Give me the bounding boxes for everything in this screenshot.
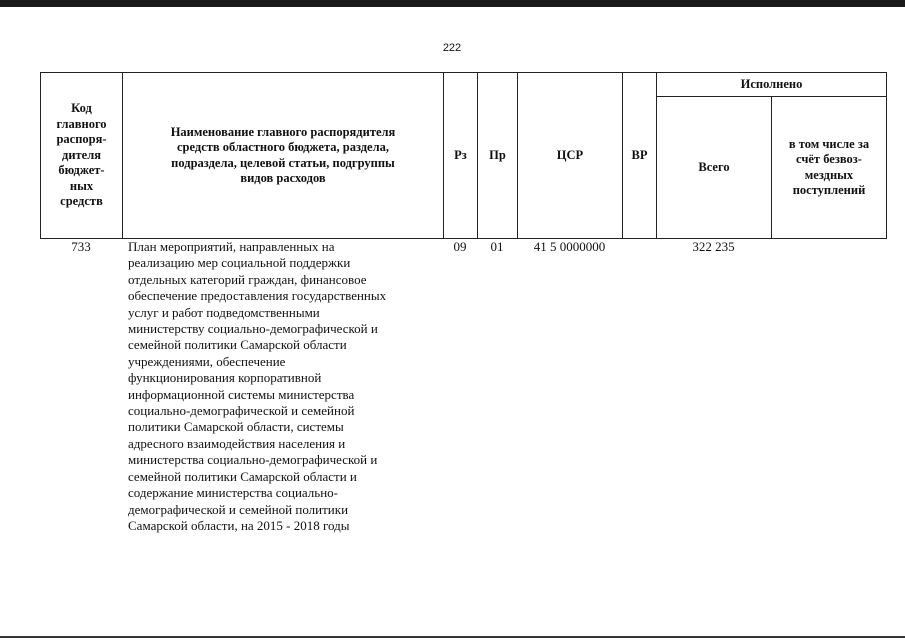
header-name: Наименование главного распорядителя средств областного бюджета, раздела, подраздела, целевой статьи, подгруппы видов расходов [170,124,396,185]
row-pr: 01 [490,239,504,254]
row-name: План мероприятий, направленных на реализацию мер социальной поддержки отдельных категорий граждан, финансовое обеспечение предоставления государственных услуг и работ подведомственными министерству социально-демографической и семейной политики Самарской области учреждениями, обеспечение функционирования корпоративной информационной системы министерства социально-демографической и семейной политики Самарской области, системы адресного взаимодействия населения и министерства социально-демографической и семейной политики Самарской области и содержание министерства социально- демографической и семейной политики Самарской области, на 2015 - 2018 годы [128,239,387,533]
row-kod: 733 [71,239,91,254]
header-bezvozmezdnye: в том числе за счёт безвоз- мездных поступлений [788,136,870,197]
col-line-right [886,72,887,239]
header-rz: Рз [454,147,467,162]
header-vsego: Всего [698,159,730,174]
header-ispolneno: Исполнено [740,76,803,91]
row-vsego: 322 235 [692,239,735,254]
header-pr: Пр [489,147,506,162]
bottom-border-rule [0,636,905,638]
top-border-rule [0,0,905,7]
header-csr: ЦСР [556,147,584,162]
page-number: 222 [442,42,462,54]
row-csr: 41 5 0000000 [533,239,606,254]
row-rz: 09 [453,239,467,254]
header-vr: ВР [631,147,648,162]
header-kod: Код главного распоря- дителя бюджет- ных средств [56,101,107,209]
